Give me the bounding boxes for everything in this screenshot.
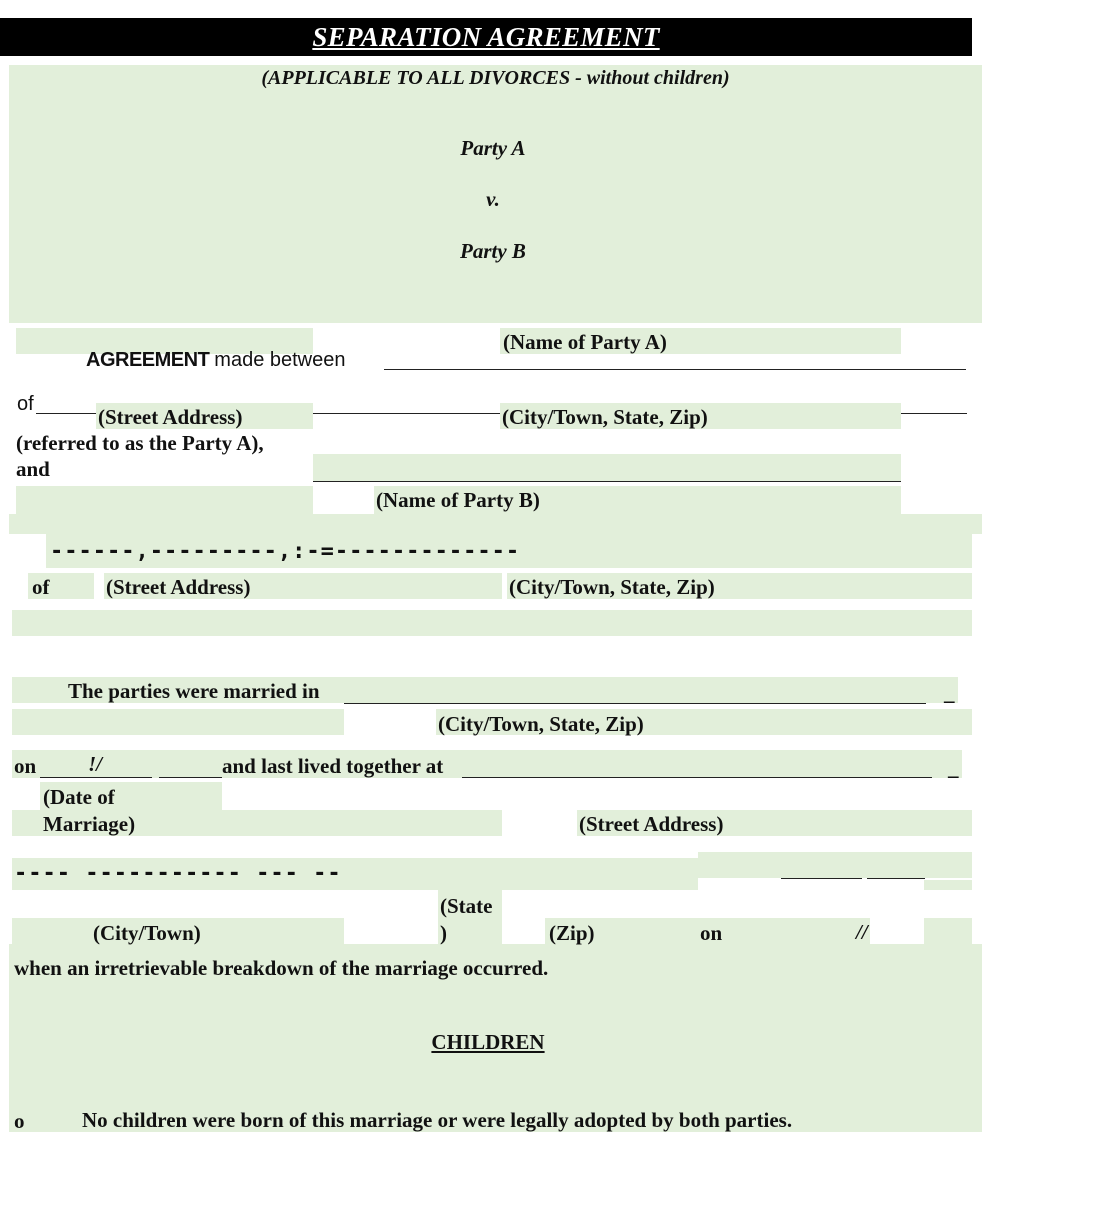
- zip-line-1[interactable]: [781, 878, 862, 879]
- agreement-word: AGREEMENT: [86, 349, 210, 368]
- married-in-line[interactable]: [344, 703, 926, 704]
- street-a-hint: (Street Address): [98, 405, 243, 429]
- dash-line-b: ------,---------,:-=-------------: [50, 539, 521, 564]
- zip-hint: (Zip): [549, 921, 595, 945]
- street-a-line-2[interactable]: [313, 413, 500, 414]
- on-2-right-shading: [924, 918, 972, 944]
- name-b-left-shading: [16, 486, 313, 514]
- breakdown-text: when an irretrievable breakdown of the marriage occurred.: [14, 956, 549, 980]
- name-b-line-shading: [313, 454, 901, 482]
- children-heading: CHILDREN: [431, 1030, 545, 1054]
- city-b-hint: (City/Town, State, Zip): [509, 575, 715, 599]
- date-hint-line-2: Marriage): [43, 812, 136, 836]
- row-b-shading: [9, 514, 982, 534]
- caption-party-b: Party B: [460, 239, 526, 263]
- dash-row-right-shading: [698, 852, 972, 878]
- city-a-line[interactable]: [901, 413, 967, 414]
- married-city-hint: (City/Town, State, Zip): [438, 712, 644, 736]
- last-lived-label: and last lived together at: [222, 754, 444, 778]
- date-line-1[interactable]: [40, 777, 152, 778]
- agreement-lead-in: [86, 346, 346, 368]
- name-b-hint: (Name of Party B): [376, 488, 540, 512]
- on-label-2: on: [700, 921, 723, 945]
- dash-row-right2-shading: [924, 880, 972, 890]
- blank-b-shading: [12, 610, 972, 636]
- last-lived-trailing-mark: _: [948, 756, 959, 780]
- name-a-hint: (Name of Party A): [503, 330, 667, 354]
- caption-versus: v.: [486, 187, 500, 211]
- referred-a: (referred to as the Party A),: [16, 431, 264, 455]
- last-lived-line[interactable]: [462, 777, 932, 778]
- on-2-shading: [698, 918, 870, 944]
- date-line-2[interactable]: [159, 777, 222, 778]
- no-children-statement: No children were born of this marriage or were legally adopted by both parties.: [82, 1108, 793, 1132]
- state-hint-line-1: (State: [440, 894, 493, 918]
- date-separator-2: //: [856, 920, 868, 944]
- name-a-line[interactable]: [384, 369, 966, 370]
- street-a-line[interactable]: [36, 413, 96, 414]
- city-a-hint: (City/Town, State, Zip): [502, 405, 708, 429]
- caption-party-a: Party A: [460, 136, 526, 160]
- street-b-hint: (Street Address): [106, 575, 251, 599]
- of-label-a: of: [17, 393, 34, 415]
- married-trailing-mark: _: [944, 681, 955, 705]
- married-city-left-shading: [12, 709, 344, 735]
- dash-line-marriage: ---- ----------- --- --: [14, 861, 342, 886]
- document-title: SEPARATION AGREEMENT: [312, 22, 660, 52]
- city-town-hint: (City/Town): [93, 921, 201, 945]
- married-in-label: The parties were married in: [68, 679, 320, 703]
- on-label: on: [14, 754, 37, 778]
- made-between: made between: [214, 349, 346, 368]
- of-label-b: of: [32, 575, 50, 599]
- no-children-checkbox[interactable]: o: [14, 1109, 25, 1133]
- zip-line-2[interactable]: [867, 878, 925, 879]
- street-address-hint: (Street Address): [579, 812, 724, 836]
- date-separator: !/: [88, 752, 103, 776]
- document-subtitle: (APPLICABLE TO ALL DIVORCES - without children): [261, 67, 730, 89]
- state-hint-line-2: ): [440, 921, 447, 945]
- name-b-line[interactable]: [313, 481, 901, 482]
- date-hint-line-1: (Date of: [43, 785, 115, 809]
- on-date-shading: [12, 750, 962, 778]
- and-label: and: [16, 457, 50, 481]
